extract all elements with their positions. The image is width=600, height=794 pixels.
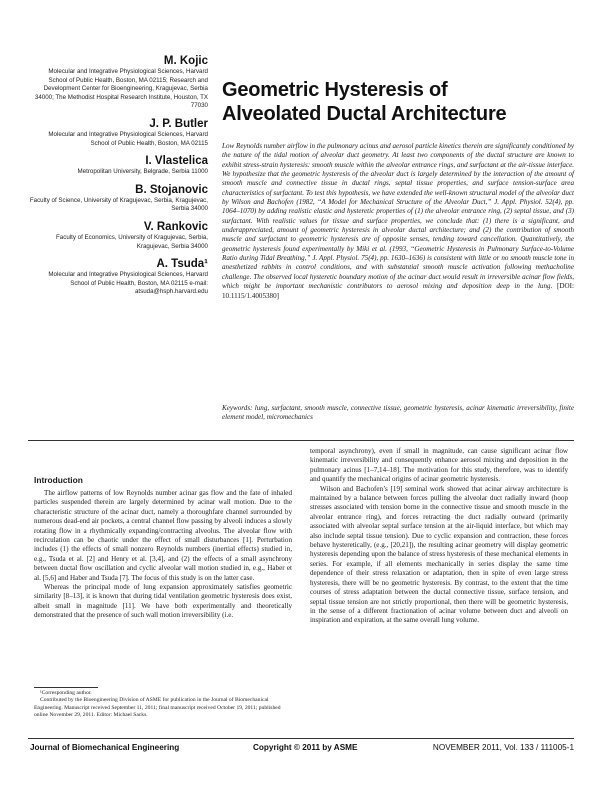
author-affiliation: Metropolitan University, Belgrade, Serbia 11000 (77, 168, 208, 176)
left-column (34, 475, 292, 621)
author-block (28, 257, 208, 297)
title-line: Alveolated Ductal Architecture (222, 103, 507, 125)
author-block (28, 54, 208, 111)
doi-link[interactable]: [DOI: 10.1115/1.4005380] (222, 282, 574, 300)
footnote: ¹Corresponding author. (40, 690, 92, 696)
author-name: V. Rankovic (143, 220, 208, 233)
copyright: Copyright © 2011 by ASME (253, 743, 358, 752)
footnote-divider (34, 687, 98, 688)
author-name: J. P. Butler (149, 117, 208, 130)
author-list (28, 54, 208, 303)
section-heading-introduction: Introduction (34, 475, 83, 485)
author-affiliation: Molecular and Integrative Physiological Sciences, Harvard School of Public Health, Boston, MA 02115 e-mail: atsuda@hsph.harvard.edu (48, 271, 208, 296)
author-name: M. Kojic (163, 55, 208, 67)
author-affiliation: Faculty of Science, University of Kragujevac, Serbia, Kragujevac, Serbia 34000 (29, 196, 208, 213)
body-paragraph: Whereas the principal mode of lung expansion approximately satisfies geometric similarity [8–13], it is known that during tidal ventilation geometric hysteresis does exist, albeit small in magnitude [11]. We have both experimentally and theoretically demonstrated that the presence of such wall motion irreversibility (i.e. (34, 583, 292, 620)
body-paragraph: Wilson and Bachofen’s [19] seminal work showed that acinar airway architecture is maintained by a balance between forces pulling the alveolar duct radially inward (hoop stresses associated with tension borne in the connective tissue and smooth muscle in the alveolar entrance ring), and forces retracting the duct radially outward (primarily associated with alveolar septal surface tension at the air-liquid interface, but which may also include septal tissue tension). Due to cyclic expansion and contraction, these forces behave hysteretically, (e.g., [20,21]), the resulting acinar geometry will display geometric hysteresis depending upon the balance of stress hysteresis of these mechanical elements in series. For example, if all elements mechanically in series display the same time dependence of their stress relaxation or adaptation, then in spite of even large stress hysteresis, there will be no geometric hysteresis. By contrast, to the extent that the time courses of stress adaptation between the ductal connective tissue, surface tension, and septal tissue tension are not strictly proportional, then there will be geometric hysteresis, in the sense of a different fractionation of acinar volume between duct and alveoli on inspiration and expiration, at the same overall lung volume. (310, 484, 568, 625)
author-block (28, 183, 208, 214)
body-paragraph: temporal asynchrony), even if small in magnitude, can cause significant acinar flow kinematic irreversibility and consequently enhance aerosol mixing and deposition in the pulmonary acinus [1–7,14–18]. The motivation for this study, therefore, was to identify and quantify the mechanical origins of acinar geometric hysteresis. (310, 447, 568, 484)
abstract (222, 142, 574, 301)
keywords: Keywords: lung, surfactant, smooth muscle, connective tissue, geometric hysteresis, acinar kinematic irreversibility, finite element model, micromechanics (222, 404, 574, 422)
divider (28, 440, 574, 441)
author-affiliation: Molecular and Integrative Physiological Sciences, Harvard School of Public Health, Boston, MA 02115 (48, 130, 208, 147)
title-line: Geometric Hysteresis of (222, 79, 448, 101)
journal-name: Journal of Biomechanical Engineering (30, 743, 180, 752)
author-block (28, 117, 208, 148)
body-paragraph: The airflow patterns of low Reynolds number acinar gas flow and the fate of inhaled particles suspended therein are largely determined by acinar wall motion. Due to the characteristic structure of the acinar duct, namely a thoroughfare channel surrounded by numerous dead-end air pockets, a central channel flow passing by alveoli induces a slowly rotating flow in a rhythmically expanding/contracting alveolus. The alveolar flow with recirculation can be chaotic under the effect of small disturbances [1]. Perturbation includes (1) the effects of small nonzero Reynolds numbers (inertial effects) studied in, e.g., Tsuda et al. [2] and Henry et al. [3,4], and (2) the effects of a small asynchrony between ductal flow oscillation and cyclic alveolar wall motion studied in, e.g., Haber et al. [5,6] and Haber and Tsuda [7]. The focus of this study is on the latter case. (34, 489, 292, 582)
footnotes (34, 690, 292, 720)
author-name: I. Vlastelica (145, 155, 208, 168)
abstract-text: Low Reynolds number airflow in the pulmonary acinus and aerosol particle kinetics therein are significantly conditioned by the nature of the tidal motion of alveolar duct geometry. At least two components of the ductal structure are known to exhibit stress-strain hysteresis: smooth muscle within the alveolar entrance rings, and surfactant at the air-tissue interface. We hypothesize that the geometric hysteresis of the alveolar duct is largely determined by the interaction of the amount of smooth muscle and connective tissue in ductal rings, septal tissue properties, and surface tension-surface area characteristics of surfactant. To test this hypothesis, we have extended the well-known structural model of the alveolar duct by Wilson and Bachofen (1982, “A Model for Mechanical Structure of the Alveolar Duct,” J. Appl. Physiol. 52(4), pp. 1064–1070) by adding realistic elastic and hysteretic properties of (1) the alveolar entrance ring, (2) septal tissue, and (3) surfactant. With realistic values for tissue and surface properties, we conclude that: (1) there is a significant, and underappreciated, amount of geometric hysteresis in alveolar ductal architecture; and (2) the contribution of smooth muscle and surfactant to geometric hysteresis are of opposite senses, tending toward cancellation. Quantitatively, the geometric hysteresis found experimentally by Miki et al. (1993, “Geometric Hysteresis in Pulmonary Surface-to-Volume Ratio during Tidal Breathing,” J. Appl. Physiol. 75(4), pp. 1630–1636) is consistent with little or no smooth muscle tone in anesthetized rabbits in control conditions, and with substantial smooth muscle activation following methacholine challenge. The observed local hysteretic boundary motion of the acinar duct would result in irreversible acinar flow fields, which might be important mechanistic contributors to aerosol mixing and deposition deep in the lung. (222, 142, 574, 291)
author-affiliation: Faculty of Economics, University of Kragujevac, Serbia, Kragujevac, Serbia 34000 (56, 233, 208, 250)
author-name: B. Stojanovic (135, 183, 208, 196)
left-column-body (34, 489, 292, 621)
author-affiliation: Molecular and Integrative Physiological Sciences, Harvard School of Public Health, Boston, MA 02115; Research and Development Center for Bioengineering, Kragujevac, Serbia 34000; The Methodist Hospital Research Institute, Houston, TX 77030 (34, 68, 208, 110)
right-column (310, 447, 568, 626)
footer-divider (28, 738, 574, 739)
author-name: A. Tsuda¹ (156, 258, 208, 271)
author-block (28, 220, 208, 251)
paper-title (222, 78, 582, 126)
footnote: Contributed by the Bioengineering Division of ASME for publication in the Journal of Biomechanical Engineering. Manuscript received September 11, 2011; final manuscript received October 19, 2011; published online November 29, 2011. Editor: Michael Sacks. (34, 697, 281, 719)
issue-info: NOVEMBER 2011, Vol. 133 / 111005-1 (432, 743, 574, 752)
author-block (28, 154, 208, 177)
page-footer (30, 743, 574, 755)
